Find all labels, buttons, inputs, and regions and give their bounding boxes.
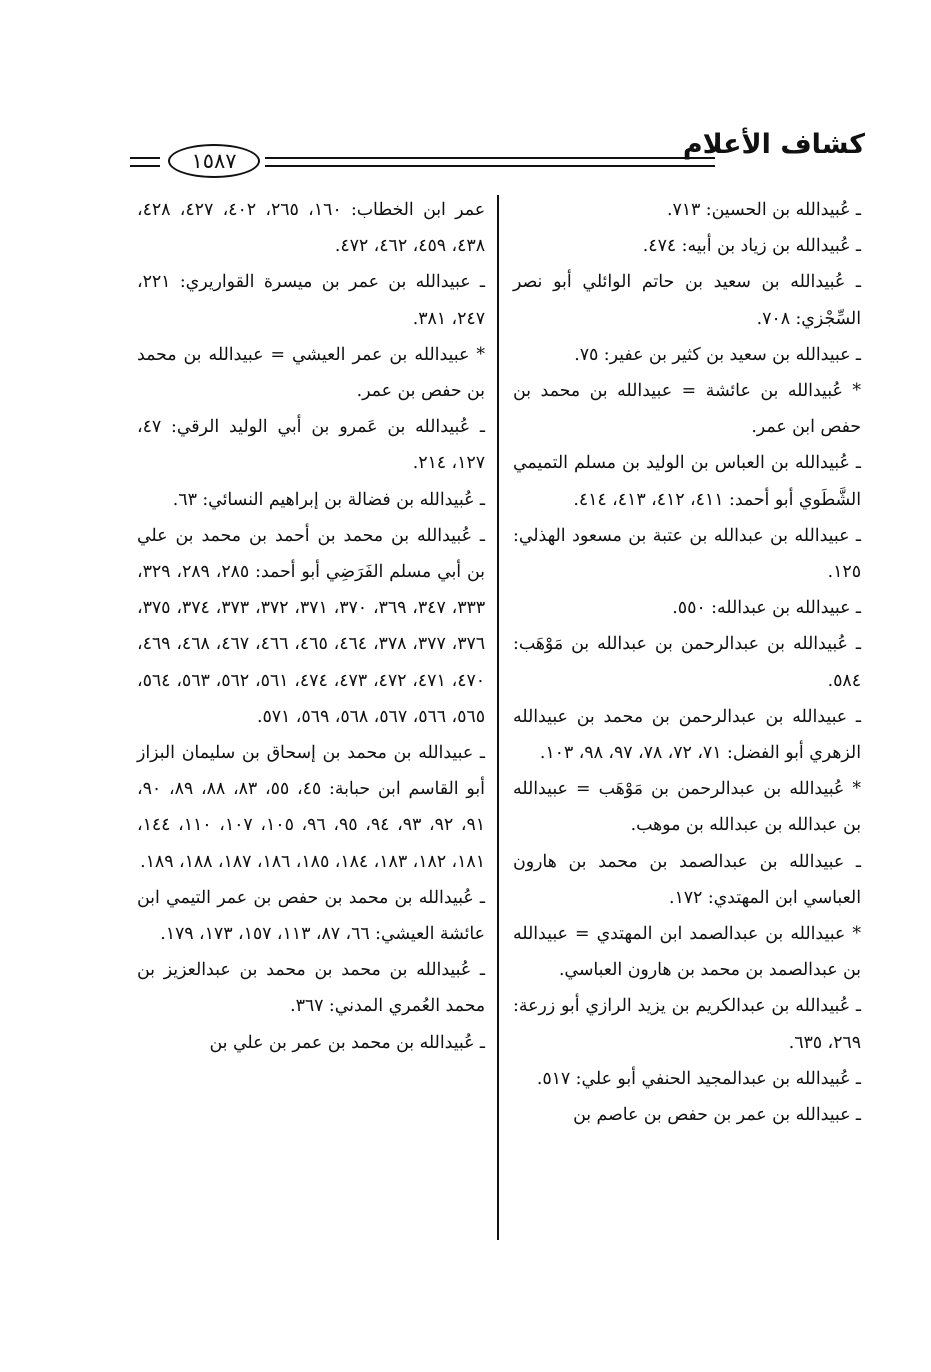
index-entry: ـ عُبيدالله بن فضالة بن إبراهيم النسائي: ٦٣. bbox=[172, 489, 485, 510]
index-entry: * عُبيدالله بن عائشة = عبيدالله بن محمد بن حفص ابن عمر. bbox=[513, 381, 861, 438]
index-entry: * عبيدالله بن عبدالصمد ابن المهتدي = عبيدالله بن عبدالصمد بن محمد بن هارون العباسي. bbox=[513, 924, 861, 981]
index-entry: ـ عُبيدالله بن سعيد بن حاتم الوائلي أبو نصر السِّجْزي: ٧٠٨. bbox=[513, 272, 861, 329]
index-entry: ـ عُبيدالله بن الحسين: ٧١٣. bbox=[666, 200, 861, 220]
header-rule-right bbox=[265, 157, 715, 167]
page-header bbox=[130, 125, 865, 175]
index-entry: ـ عبيدالله بن عبدالرحمن بن محمد بن عبيدالله الزهري أبو الفضل: ٧١، ٧٢، ٧٨، ٩٧، ٩٨، ١٠٣. bbox=[513, 706, 861, 764]
running-title: كشاف الأعلام bbox=[682, 129, 865, 160]
index-entry: عمر ابن الخطاب: ١٦٠، ٢٦٥، ٤٠٢، ٤٢٧، ٤٢٨، ٤٣٨، ٤٥٩، ٤٦٢، ٤٧٢. bbox=[137, 200, 486, 257]
index-entry: ـ عُبيدالله بن محمد بن محمد بن عبدالعزيز بن محمد العُمري المدني: ٣٦٧. bbox=[137, 960, 485, 1017]
index-entry: * عُبيدالله بن عبدالرحمن بن مَوْهَب = عبيدالله بن عبدالله بن عبدالله بن موهب. bbox=[513, 779, 861, 836]
index-entry: ـ عبيدالله بن محمد بن إسحاق بن سليمان البزاز أبو القاسم ابن حبابة: ٤٥، ٥٥، ٨٣، ٨٨، ٨٩، ٩٠، ٩١، ٩٢، ٩٣، ٩٤، ٩٥، ٩٦، ١٠٥، ١٠٧، ١١٠، ١٤٤، ١٨١، ١٨٢، ١٨٣، ١٨٤، ١٨٥، ١٨٦، ١٨٧، ١٨٨، ١٨٩. bbox=[137, 743, 486, 872]
index-entry: ـ عبيدالله بن عبدالله: ٥٥٠. bbox=[672, 598, 861, 619]
index-entry: ـ عبيدالله بن عبدالله بن عتبة بن مسعود الهذلي: ١٢٥. bbox=[513, 525, 861, 583]
index-entry: ـ عُبيدالله بن عَمرو بن أبي الوليد الرقي: ٤٧، ١٢٧، ٢١٤. bbox=[137, 417, 485, 474]
index-entry: ـ عُبيدالله بن محمد بن أحمد بن محمد بن علي بن أبي مسلم الفَرَضِي أبو أحمد: ٢٨٥، ٢٨٩، ٣٢٩، ٣٣٣، ٣٤٧، ٣٦٩، ٣٧٠، ٣٧١، ٣٧٢، ٣٧٣، ٣٧٤، ٣٧٥، ٣٧٦، ٣٧٧، ٣٧٨، ٤٦٤، ٤٦٥، ٤٦٦، ٤٦٧، ٤٦٨، ٤٦٩، ٤٧٠، ٤٧١، ٤٧٢، ٤٧٣، ٤٧٤، ٥٦١، ٥٦٢، ٥٦٣، ٥٦٤، ٥٦٥، ٥٦٦، ٥٦٧، ٥٦٨، ٥٦٩، ٥٧١. bbox=[137, 525, 486, 727]
index-entry: ـ عبيدالله بن عمر بن حفص بن عاصم بن bbox=[573, 1105, 861, 1126]
index-entry: ـ عُبيدالله بن العباس بن الوليد بن مسلم التميمي الشَّطَوي أبو أحمد: ٤١١، ٤١٢، ٤١٣، ٤١٤. bbox=[513, 453, 861, 510]
column-divider bbox=[497, 195, 499, 1240]
right-column bbox=[513, 192, 861, 1133]
index-entry: ـ عُبيدالله بن عبدالرحمن بن عبدالله بن مَوْهَب: ٥٨٤. bbox=[513, 634, 861, 691]
left-column bbox=[137, 192, 485, 1061]
index-entry: * عبيدالله بن عمر العيشي = عبيدالله بن محمد بن حفص بن عمر. bbox=[137, 344, 485, 402]
index-entry: ـ عُبيدالله بن عبدالمجيد الحنفي أبو علي: ٥١٧. bbox=[536, 1068, 861, 1089]
header-rule-left bbox=[130, 157, 160, 167]
index-entry: ـ عبيدالله بن سعيد بن كثير بن عفير: ٧٥. bbox=[574, 344, 861, 365]
index-entry: ـ عُبيدالله بن عبدالكريم بن يزيد الرازي أبو زرعة: ٢٦٩، ٦٣٥. bbox=[513, 996, 861, 1053]
index-entry: ـ عُبيدالله بن محمد بن حفص بن عمر التيمي ابن عائشة العيشي: ٦٦، ٨٧، ١١٣، ١٥٧، ١٧٣، ١٧٩. bbox=[137, 887, 485, 945]
index-entry: ـ عُبيدالله بن زياد بن أبيه: ٤٧٤. bbox=[642, 236, 861, 257]
index-entry: ـ عُبيدالله بن محمد بن عمر بن علي بن bbox=[209, 1032, 485, 1053]
index-entry: ـ عبيدالله بن عبدالصمد بن محمد بن هارون العباسي ابن المهتدي: ١٧٢. bbox=[513, 851, 861, 908]
page-number: ١٥٨٧ bbox=[168, 144, 260, 178]
index-entry: ـ عبيدالله بن عمر بن ميسرة القواريري: ٢٢١، ٢٤٧، ٣٨١. bbox=[137, 272, 485, 329]
